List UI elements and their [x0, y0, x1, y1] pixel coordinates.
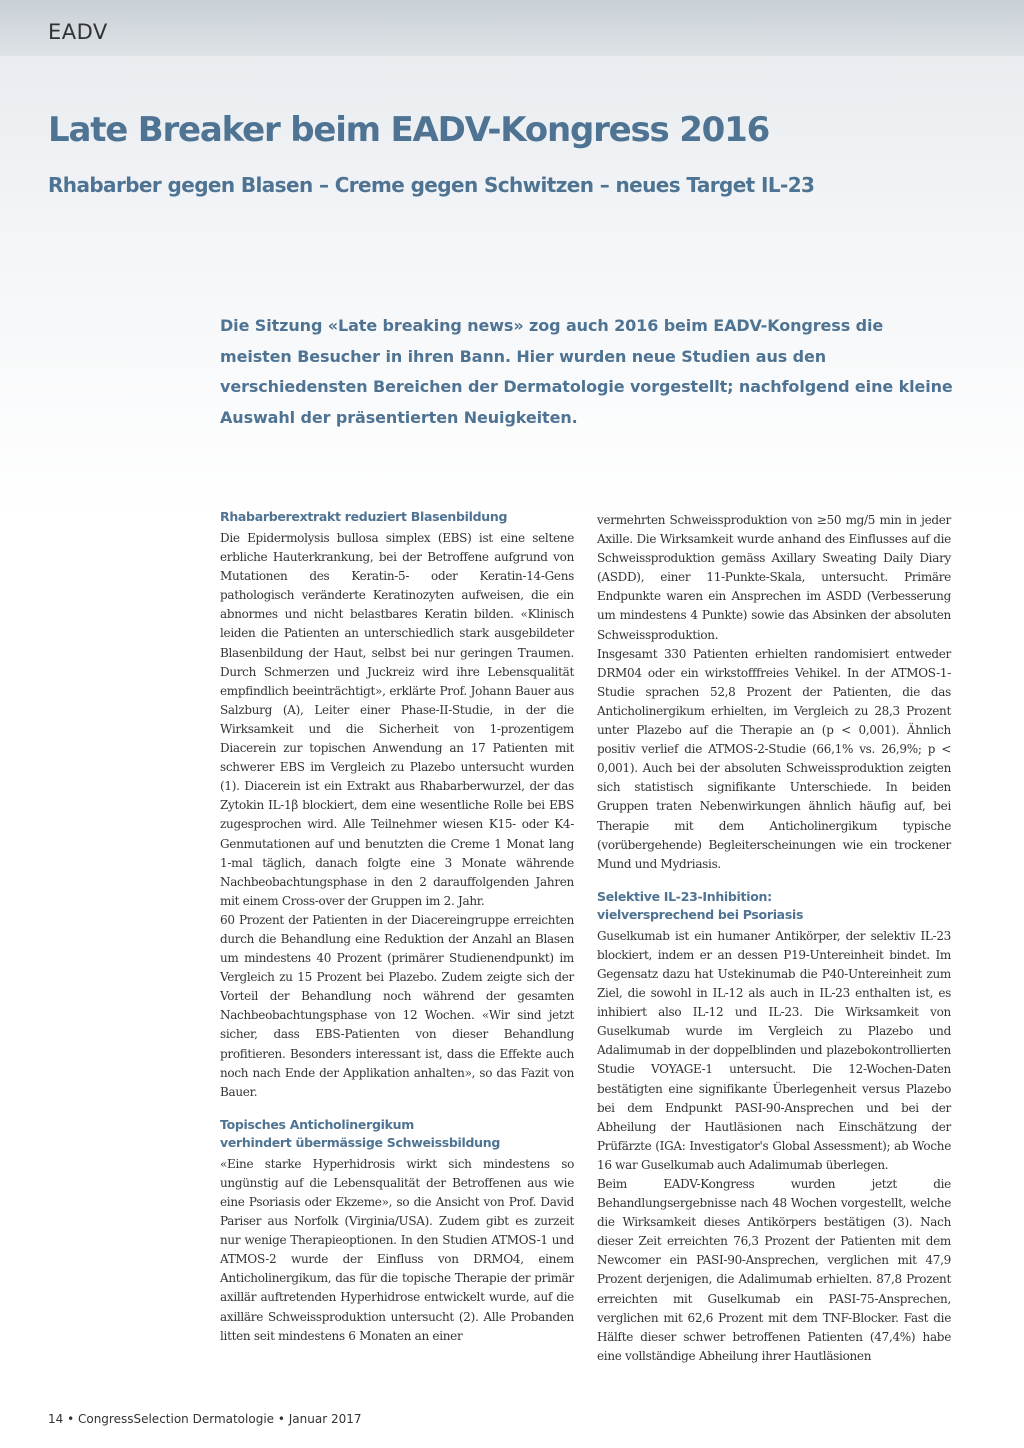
paragraph: Guselkumab ist ein humaner Antikörper, der selektiv IL-23 blockiert, indem er an dessen P19-Untereinheit bindet. Im Gegensatz dazu hat Ustekinumab die P40-Untereinheit zum Ziel, die sowohl in IL-12 als auch in IL-23 enthalten ist, es inhibiert also IL-12 und IL-23. Die Wirksamkeit von Guselkumab wurde im Vergleich zu Plazebo und Adalimumab in der doppelblinden und plazebokontrollierten Studie VOYAGE-1 untersucht. Die 12-Wochen-Daten bestätigten eine signifikante Überlegenheit versus Plazebo bei dem Endpunkt PASI-90-Ansprechen und bei der Abheilung der Hautläsionen nach Einschätzung der Prüfärzte (IGA: Investigator's Global Assessment); ab Woche 16 war Guselkumab auch Adalimumab überlegen.: [597, 928, 951, 1172]
heading-line: verhindert übermässige Schweissbildung: [220, 1134, 500, 1150]
article-subtitle: Rhabarber gegen Blasen – Creme gegen Schwitzen – neues Target IL-23: [48, 173, 815, 197]
heading-anticholinergikum: [220, 1116, 574, 1152]
article-title: Late Breaker beim EADV-Kongress 2016: [48, 110, 770, 150]
paragraph: 60 Prozent der Patienten in der Diacereingruppe erreichten durch die Behandlung eine Reduktion der Anzahl an Blasen um mindestens 40 Prozent (primärer Studienendpunkt) im Vergleich zu 15 Prozent bei Plazebo. Zudem zeigte sich der Vorteil der Behandlung noch während der gesamten Nachbeobachtungsphase von 12 Wochen. «Wir sind jetzt sicher, dass EBS-Patienten von dieser Behandlung profitieren. Besonders interessant ist, dass die Effekte auch noch nach Ende der Applikation anhalten», so das Fazit von Bauer.: [220, 912, 574, 1099]
left-column: [220, 508, 574, 1346]
paragraph: Insgesamt 330 Patienten erhielten randomisiert entweder DRM04 oder ein wirkstofffreies Vehikel. In der ATMOS-1-Studie sprachen 52,8 Prozent der Patienten, die das Anticholinergikum erhielten, im Vergleich zu 28,3 Prozent unter Plazebo auf die Therapie an (p < 0,001). Ähnlich positiv verlief die ATMOS-2-Studie (66,1% vs. 26,9%; p < 0,001). Auch bei der absoluten Schweissproduktion zeigten sich statistisch signifikante Unterschiede. In beiden Gruppen traten Nebenwirkungen ähnlich häufig auf, bei Therapie mit dem Anticholinergikum typische (vorübergehende) Begleiterscheinungen wie ein trockener Mund und Mydriasis.: [597, 646, 951, 871]
paragraph: Beim EADV-Kongress wurden jetzt die Behandlungsergebnisse nach 48 Wochen vorgestellt, welche die Wirksamkeit dieses Antikörpers bestätigen (3). Nach dieser Zeit erreichten 76,3 Prozent der Patienten mit dem Newcomer ein PASI-90-Ansprechen, verglichen mit 47,9 Prozent derjenigen, die Adalimumab erhielten. 87,8 Prozent erreichten mit Guselkumab ein PASI-75-Ansprechen, verglichen mit 62,6 Prozent mit dem TNF-Blocker. Fast die Hälfte dieser schwer betroffenen Patienten (47,4%) habe eine vollständige Abheilung ihrer Hautläsionen: [597, 1177, 951, 1363]
right-column: [597, 511, 951, 1366]
page-footer: 14 • CongressSelection Dermatologie • Januar 2017: [48, 1412, 362, 1426]
heading-il23: [597, 888, 951, 924]
section-label: EADV: [48, 20, 108, 44]
heading-line: Selektive IL-23-Inhibition:: [597, 888, 772, 904]
heading-line: vielversprechend bei Psoriasis: [597, 906, 804, 922]
section-band: [0, 0, 1024, 56]
heading-line: Topisches Anticholinergikum: [220, 1116, 414, 1132]
header-gradient: [0, 0, 1024, 520]
paragraph: Die Epidermolysis bullosa simplex (EBS) ist eine seltene erbliche Hauterkrankung, bei der Betroffene aufgrund von Mutationen des Keratin-5- oder Keratin-14-Gens pathologisch veränderte Keratinozyten aufweisen, die ein abnormes und nicht belastbares Keratin bilden. «Klinisch leiden die Patienten an unterschiedlich stark ausgebildeter Blasenbildung der Haut, selbst bei nur geringen Traumen. Durch Schmerzen und Juckreiz wird ihre Lebensqualität empfindlich beeinträchtigt», erklärte Prof. Johann Bauer aus Salzburg (A), Leiter einer Phase-II-Studie, in der die Wirksamkeit und die Sicherheit von 1-prozentigem Diacerein zur topischen Anwendung an 17 Patienten mit schwerer EBS im Vergleich zu Plazebo untersucht wurden (1). Diacerein ist ein Extrakt aus Rhabarberwurzel, der das Zytokin IL-1β blockiert, dem eine wesentliche Rolle bei EBS zugesprochen wird. Alle Teilnehmer wiesen K15- oder K4-Genmutationen auf und benutzten die Creme 1 Monat lang 1-mal täglich, danach folgte eine 3 Monate währende Nachbeobachtungsphase in den 2 darauffolgenden Jahren mit einem Cross-over der Gruppen im 2. Jahr.: [220, 531, 574, 908]
heading-rhabarber: Rhabarberextrakt reduziert Blasenbildung: [220, 509, 508, 524]
article-lead: Die Sitzung «Late breaking news» zog auch 2016 beim EADV-Kongress die meisten Besucher in ihren Bann. Hier wurden neue Studien aus den verschiedensten Bereichen der Dermatologie vorgestellt; nachfolgend eine kleine Auswahl der präsentierten Neuigkeiten.: [220, 316, 953, 427]
paragraph: vermehrten Schweissproduktion von ≥50 mg/5 min in jeder Axille. Die Wirksamkeit wurde anhand des Einflusses auf die Schweissproduktion gemäss Axillary Sweating Daily Diary (ASDD), einer 11-Punkte-Skala, untersucht. Primäre Endpunkte waren ein Ansprechen im ASDD (Verbesserung um mindestens 4 Punkte) sowie das Absinken der absoluten Schweissproduktion.: [597, 513, 951, 642]
paragraph: «Eine starke Hyperhidrosis wirkt sich mindestens so ungünstig auf die Lebensqualität der Betroffenen aus wie eine Psoriasis oder Ekzeme», so die Ansicht von Prof. David Pariser aus Norfolk (Virginia/USA). Zudem gibt es zurzeit nur wenige Therapieoptionen. In den Studien ATMOS-1 und ATMOS-2 wurde der Einfluss von DRMO4, einem Anticholinergikum, das für die topische Therapie der primär axillär auftretenden Hyperhidrose entwickelt wurde, auf die axilläre Schweissproduktion untersucht (2). Alle Probanden litten seit mindestens 6 Monaten an einer: [220, 1156, 574, 1343]
